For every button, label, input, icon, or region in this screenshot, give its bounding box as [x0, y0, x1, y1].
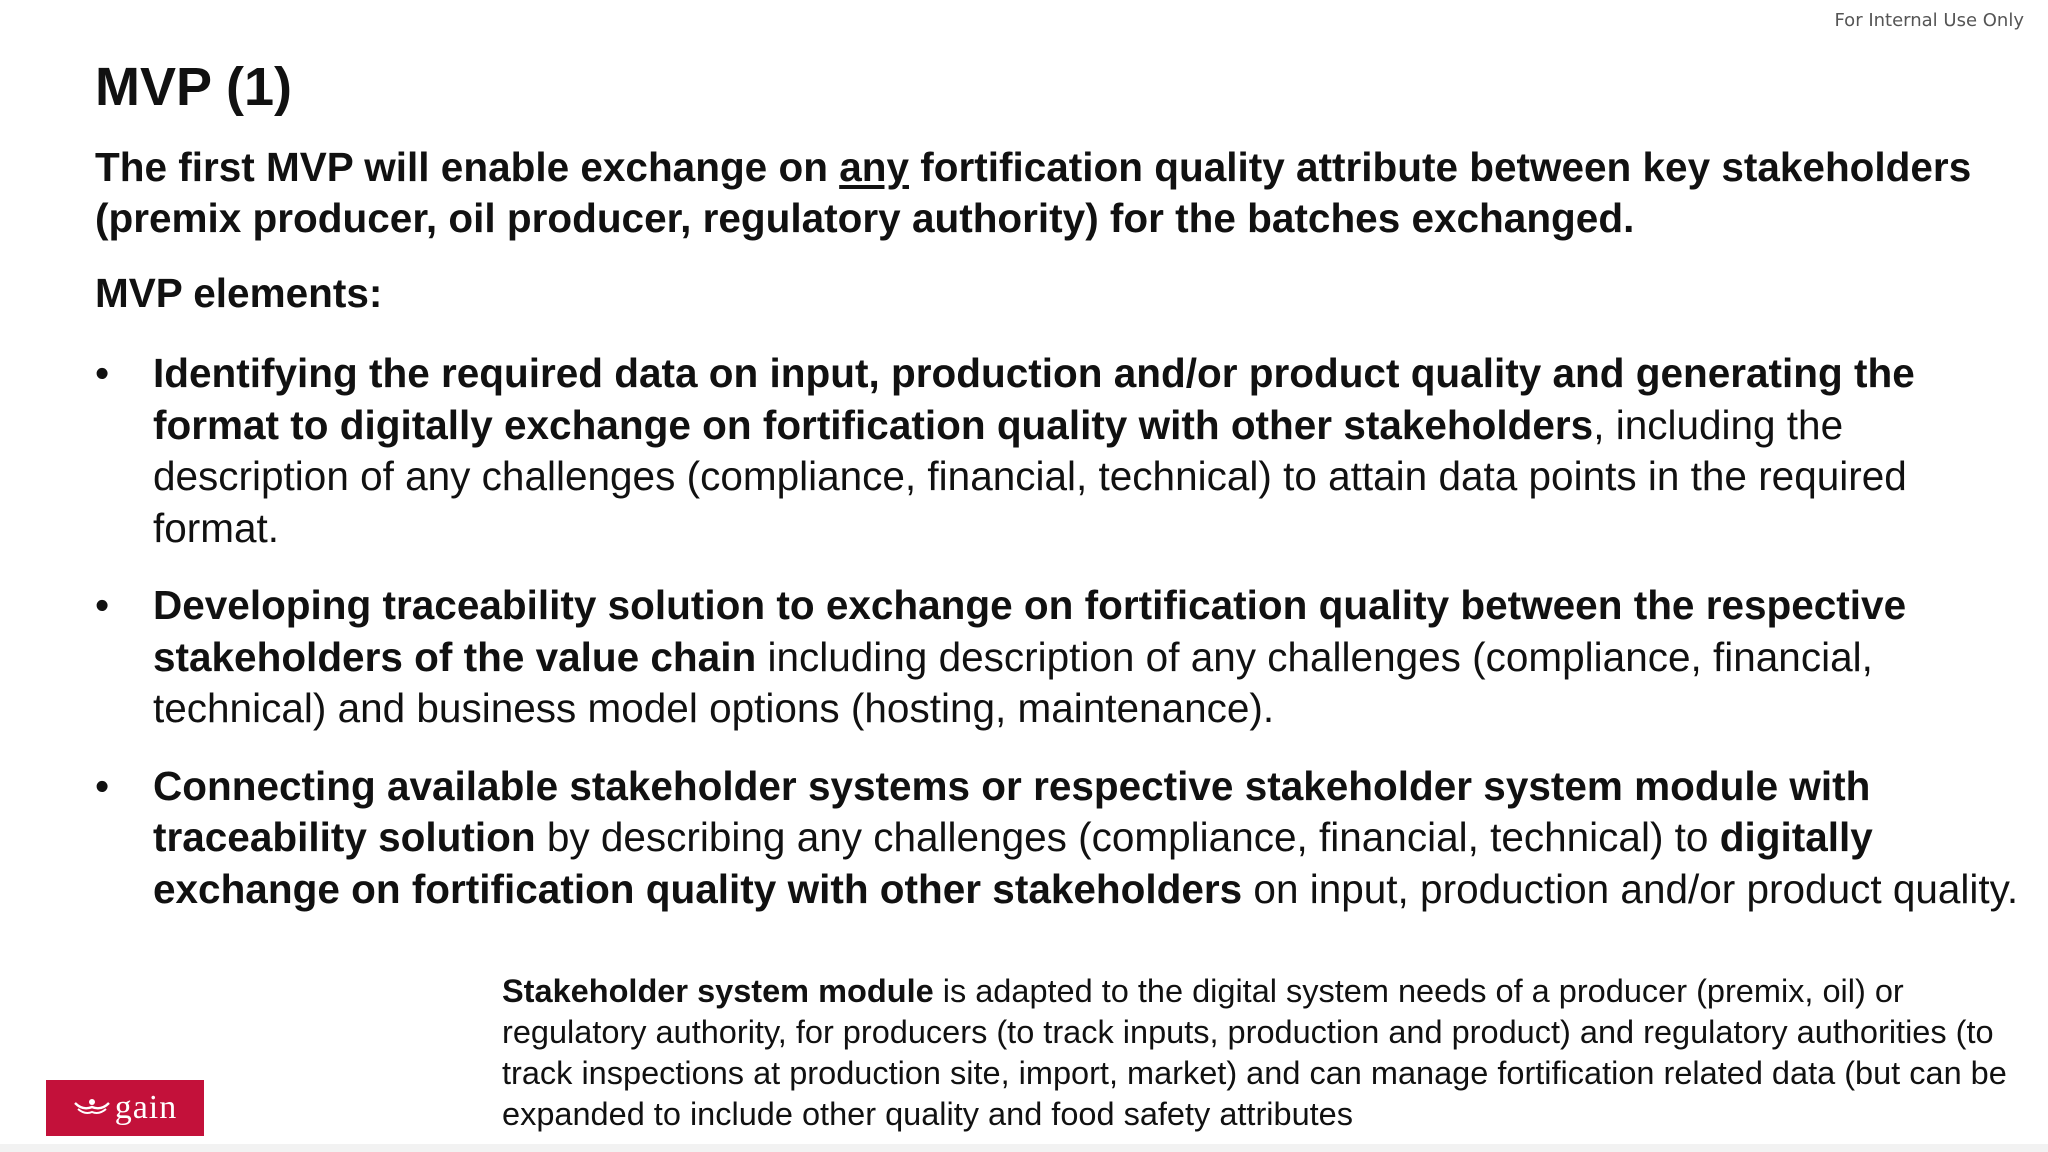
bullet-regular-text: by describing any challenges (compliance, financial, technical) to — [535, 814, 1720, 860]
stakeholder-module-note — [502, 971, 2022, 1135]
intro-emphasis: any — [839, 144, 909, 190]
note-bold-text: Stakeholder system module — [502, 973, 934, 1009]
list-item — [95, 580, 2035, 735]
list-item — [95, 348, 2035, 554]
gain-emblem-icon — [73, 1097, 111, 1119]
bullet-bold-text: Identifying the required data on input, production and/or product quality and generating the format to digitally exchange on fortification quality with other stakeholders — [153, 350, 1915, 448]
bullet-bold-text: Developing traceability solution to exchange on fortification quality between the respective stakeholders of the value chain — [153, 582, 1907, 680]
bullet-icon: • — [95, 582, 110, 628]
mvp-elements-list — [95, 348, 2035, 941]
bullet-bold-text-2: digitally exchange on fortification quality with other stakeholders — [153, 814, 1873, 912]
classification-label: For Internal Use Only — [1834, 10, 2024, 31]
bullet-icon: • — [95, 350, 110, 396]
intro-text-start: The first MVP will enable exchange on — [95, 144, 840, 190]
note-regular-text: is adapted to the digital system needs of a producer (premix, oil) or regulatory authority, for producers (to track inputs, production and product) and regulatory authorities (to track inspections at production site, import, market) and can manage fortification related data (but can be expanded to include other quality and food safety attributes — [502, 973, 2007, 1132]
bullet-icon: • — [95, 762, 110, 809]
footer-divider — [0, 1144, 2048, 1152]
bullet-regular-text: , including the description of any challenges (compliance, financial, technical) to attain data points in the required format. — [153, 401, 1907, 551]
list-item — [95, 761, 2035, 916]
mvp-elements-heading: MVP elements: — [95, 270, 383, 316]
gain-logo — [46, 1080, 204, 1136]
slide-title: MVP (1) — [95, 57, 293, 117]
bullet-regular-text-2: on input, production and/or product quality. — [1242, 865, 2019, 912]
intro-text-end: fortification quality attribute between key stakeholders (premix producer, oil producer, regulatory authority) for the batches exchanged. — [95, 144, 1972, 241]
bullet-bold-text: Connecting available stakeholder systems or respective stakeholder system module with traceability solution — [153, 762, 1871, 860]
bullet-regular-text: including description of any challenges (compliance, financial, technical) and business model options (hosting, maintenance). — [153, 633, 1873, 731]
logo-text: gain — [114, 1089, 178, 1126]
intro-paragraph — [95, 142, 2025, 244]
